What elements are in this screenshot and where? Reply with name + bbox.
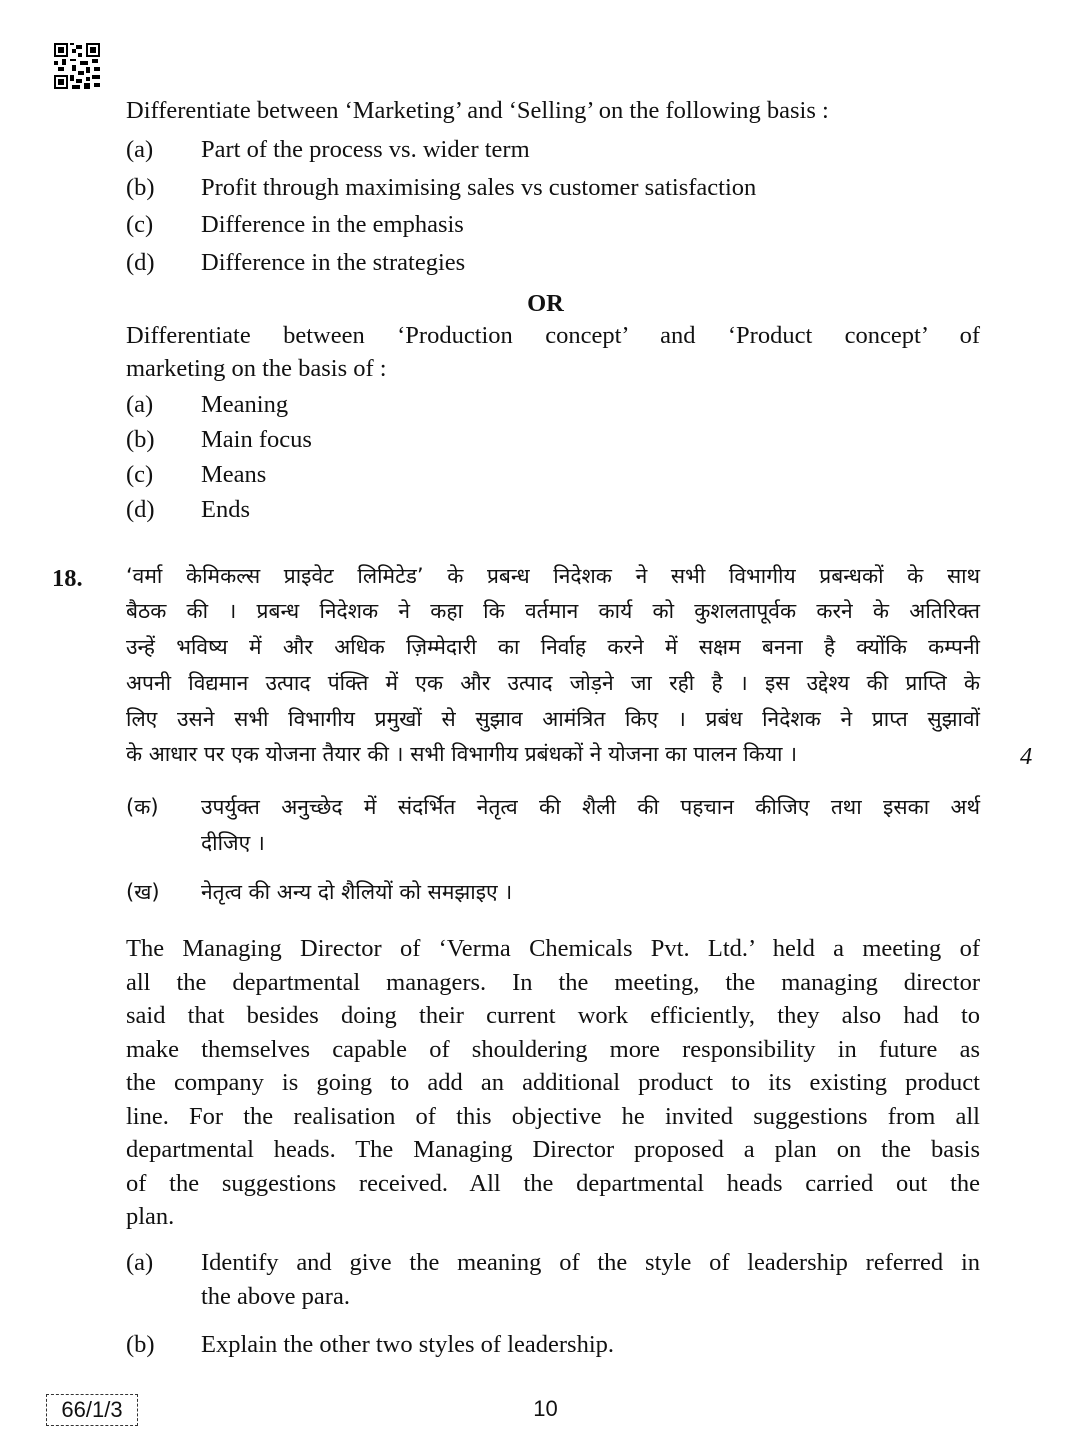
q18-english-line-5: the company is going to add an additional product to its existing product <box>126 1069 980 1096</box>
q17-alt-item-d-label: (d) <box>126 496 155 523</box>
q17-alt-item-b-label: (b) <box>126 426 155 453</box>
qr-code-icon <box>54 43 100 89</box>
q17-item-d-text: Difference in the strategies <box>201 249 466 276</box>
paper-code-box: 66/1/3 <box>46 1394 138 1426</box>
q18-hindi-line-4: अपनी विद्यमान उत्पाद पंक्ति में एक और उत्पाद जोड़ने जा रही है । इस उद्देश्य की प्राप्ति के <box>126 671 980 695</box>
q17-alt-item-a-text: Meaning <box>201 391 289 418</box>
q18-english-item-a-line-2: the above para. <box>201 1283 350 1310</box>
q18-english-line-8: of the suggestions received. All the departmental heads carried out the <box>126 1170 980 1197</box>
q17-item-b-label: (b) <box>126 174 155 201</box>
q17-item-a-text: Part of the process vs. wider term <box>201 136 530 163</box>
q17-alt-intro-line-2: marketing on the basis of : <box>126 355 387 382</box>
q18-hindi-line-5: लिए उसने सभी विभागीय प्रमुखों से सुझाव आमंत्रित किए । प्रबंध निदेशक ने प्राप्त सुझावों <box>126 707 980 731</box>
q18-hindi-item-kha-label: (ख) <box>126 880 160 904</box>
q17-alt-intro-line-1: Differentiate between ‘Production concept’ and ‘Product concept’ of <box>126 322 980 349</box>
q18-english-line-9: plan. <box>126 1203 175 1230</box>
q18-english-item-b-label: (b) <box>126 1331 155 1358</box>
q17-item-c-label: (c) <box>126 211 154 238</box>
q18-hindi-item-ka-line-1: उपर्युक्त अनुच्छेद में संदर्भित नेतृत्व की शैली की पहचान कीजिए तथा इसका अर्थ <box>201 795 980 819</box>
question-number: 18. <box>52 565 83 592</box>
q17-alt-item-b-text: Main focus <box>201 426 312 453</box>
q18-hindi-item-kha-line-1: नेतृत्व की अन्य दो शैलियों को समझाइए । <box>201 880 513 904</box>
q18-english-line-4: make themselves capable of shouldering more responsibility in future as <box>126 1036 980 1063</box>
q18-english-line-7: departmental heads. The Managing Director proposed a plan on the basis <box>126 1136 980 1163</box>
q18-hindi-line-2: बैठक की । प्रबन्ध निदेशक ने कहा कि वर्तमान कार्य को कुशलतापूर्वक करने के अतिरिक्त <box>126 599 980 623</box>
q18-english-line-1: The Managing Director of ‘Verma Chemicals Pvt. Ltd.’ held a meeting of <box>126 935 980 962</box>
q18-english-item-a-label: (a) <box>126 1249 154 1276</box>
q18-hindi-item-ka-line-2: दीजिए । <box>201 831 265 855</box>
q18-english-item-a-line-1: Identify and give the meaning of the style of leadership referred in <box>201 1249 980 1276</box>
q18-english-line-2: all the departmental managers. In the meeting, the managing director <box>126 969 980 996</box>
q18-hindi-line-3: उन्हें भविष्य में और अधिक ज़िम्मेदारी का निर्वाह करने में सक्षम बनना है क्योंकि कम्पनी <box>126 635 980 659</box>
q17-item-b-text: Profit through maximising sales vs customer satisfaction <box>201 174 757 201</box>
page-number: 10 <box>533 1396 558 1421</box>
q17-alt-item-a-label: (a) <box>126 391 154 418</box>
q17-alt-item-c-label: (c) <box>126 461 154 488</box>
q18-english-line-6: line. For the realisation of this objective he invited suggestions from all <box>126 1103 980 1130</box>
q17-intro: Differentiate between ‘Marketing’ and ‘Selling’ on the following basis : <box>126 97 829 124</box>
q17-alt-item-d-text: Ends <box>201 496 250 523</box>
q17-item-d-label: (d) <box>126 249 155 276</box>
q17-alt-item-c-text: Means <box>201 461 267 488</box>
q17-item-c-text: Difference in the emphasis <box>201 211 464 238</box>
or-separator: OR <box>527 290 564 317</box>
q18-hindi-line-6: के आधार पर एक योजना तैयार की । सभी विभागीय प्रबंधकों ने योजना का पालन किया । <box>126 742 798 766</box>
q17-item-a-label: (a) <box>126 136 154 163</box>
question-marks: 4 <box>1020 743 1033 770</box>
q18-english-item-b-line-1: Explain the other two styles of leadership. <box>201 1331 614 1358</box>
q18-hindi-line-1: ‘वर्मा केमिकल्स प्राइवेट लिमिटेड’ के प्रबन्ध निदेशक ने सभी विभागीय प्रबन्धकों के साथ <box>126 564 980 588</box>
q18-hindi-item-ka-label: (क) <box>126 795 159 819</box>
q18-english-line-3: said that besides doing their current work efficiently, they also had to <box>126 1002 980 1029</box>
